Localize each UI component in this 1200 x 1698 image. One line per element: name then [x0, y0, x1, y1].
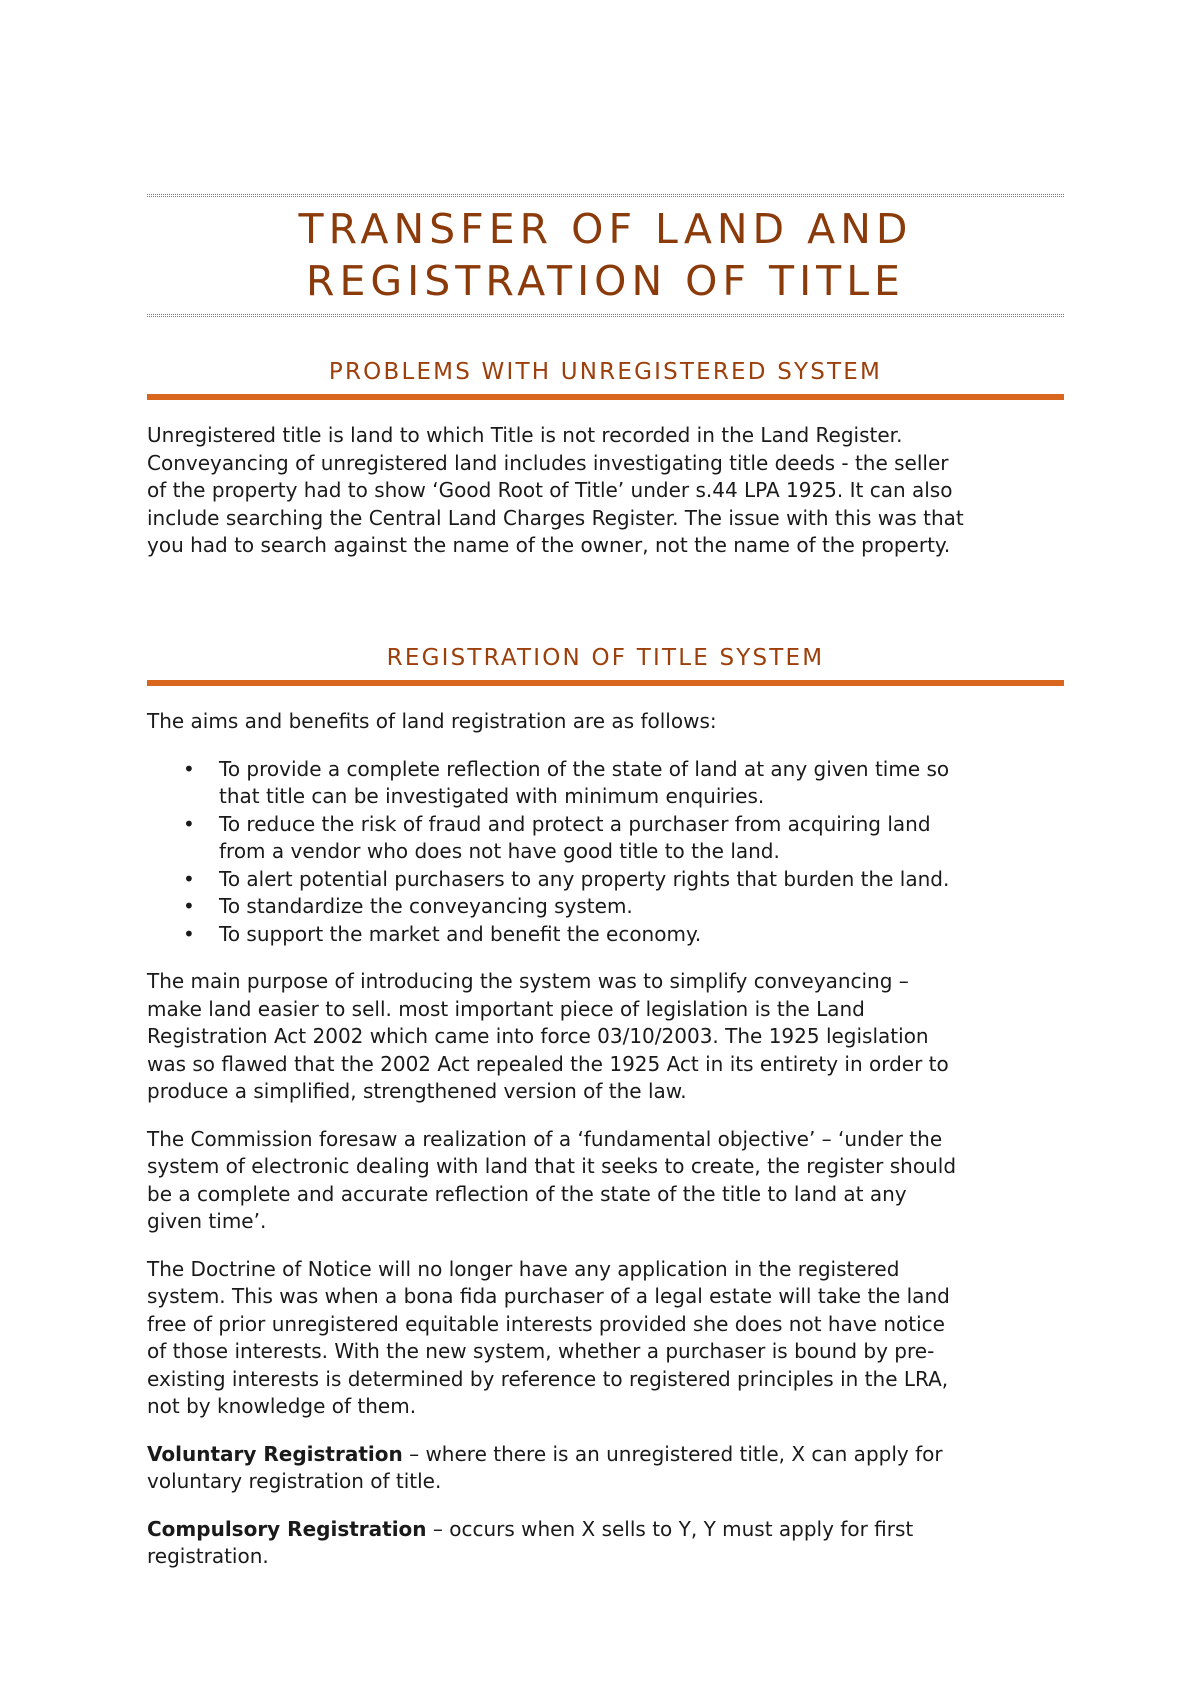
- text-line: of those interests. With the new system, whether a purchaser is bound by pre-: [147, 1339, 935, 1363]
- bullet-icon: •: [183, 921, 195, 946]
- text-line: free of prior unregistered equitable interests provided she does not have notice: [147, 1311, 945, 1336]
- section-underline: [147, 680, 1064, 686]
- section-heading-problems: PROBLEMS WITH UNREGISTERED SYSTEM: [328, 359, 883, 385]
- aims-list: [147, 756, 1064, 949]
- list-item: [147, 756, 1064, 811]
- text-line: Unregistered title is land to which Title is not recorded in the Land Register.: [147, 423, 903, 447]
- list-item: [147, 811, 1064, 866]
- text-line: Registration Act 2002 which came into force 03/10/2003. The 1925 legislation: [147, 1024, 929, 1048]
- paragraph-purpose: [147, 968, 1064, 1106]
- text-line: be a complete and accurate reflection of the state of the title to land at any: [147, 1181, 907, 1206]
- text-line: The Doctrine of Notice will no longer have any application in the registered: [147, 1256, 900, 1281]
- text-line: [147, 1441, 1064, 1469]
- text-line: system. This was when a bona fida purchaser of a legal estate will take the land: [147, 1284, 950, 1308]
- text-line: include searching the Central Land Charges Register. The issue with this was that: [147, 505, 964, 530]
- title-line-2: REGISTRATION OF TITLE: [306, 257, 905, 305]
- text-line: was so flawed that the 2002 Act repealed the 1925 Act in its entirety in order to: [147, 1051, 949, 1076]
- paragraph-commission: [147, 1126, 1064, 1236]
- text-line: produce a simplified, strengthened version of the law.: [147, 1079, 687, 1103]
- text-line: registration.: [147, 1544, 269, 1568]
- text-line: voluntary registration of title.: [147, 1469, 442, 1493]
- text-line: To standardize the conveyancing system.: [219, 894, 633, 918]
- text-line: Conveyancing of unregistered land includes investigating title deeds - the seller: [147, 450, 949, 475]
- bullet-icon: •: [183, 756, 195, 781]
- bullet-icon: •: [183, 866, 195, 891]
- text-line: To provide a complete reflection of the state of land at any given time so: [219, 756, 950, 781]
- text-line: make land easier to sell. most important piece of legislation is the Land: [147, 996, 865, 1021]
- text-line: from a vendor who does not have good title to the land.: [219, 839, 780, 863]
- definition-text: – occurs when X sells to Y, Y must apply for first: [426, 1516, 914, 1541]
- text-line: not by knowledge of them.: [147, 1394, 417, 1418]
- text-line: To reduce the risk of fraud and protect a purchaser from acquiring land: [219, 811, 931, 836]
- document-title: [147, 203, 1064, 307]
- paragraph-intro: The aims and benefits of land registration are as follows:: [147, 709, 717, 733]
- text-line: The main purpose of introducing the system was to simplify conveyancing –: [147, 969, 909, 993]
- title-block: [147, 194, 1064, 317]
- text-line: existing interests is determined by reference to registered principles in the LRA,: [147, 1366, 949, 1391]
- section-registration: [147, 643, 1064, 1571]
- section-problems: [147, 357, 1064, 560]
- title-bottom-rule: [147, 314, 1064, 317]
- paragraph-unregistered: [147, 422, 1064, 560]
- list-item: [147, 893, 1064, 921]
- text-line: you had to search against the name of the owner, not the name of the property.: [147, 533, 951, 557]
- section-underline: [147, 394, 1064, 400]
- list-item: [147, 866, 1064, 894]
- paragraph-compulsory: [147, 1516, 1064, 1571]
- section-heading-registration: REGISTRATION OF TITLE SYSTEM: [386, 645, 825, 671]
- text-line: that title can be investigated with minimum enquiries.: [219, 784, 765, 808]
- text-line: system of electronic dealing with land that it seeks to create, the register should: [147, 1154, 957, 1178]
- definition-text: – where there is an unregistered title, X can apply for: [402, 1441, 943, 1466]
- text-line: given time’.: [147, 1209, 267, 1233]
- bullet-icon: •: [183, 894, 195, 918]
- text-line: To support the market and benefit the economy.: [219, 921, 702, 946]
- paragraph-voluntary: [147, 1441, 1064, 1496]
- title-line-1: TRANSFER OF LAND AND: [298, 205, 913, 253]
- list-item: [147, 921, 1064, 949]
- text-line: The Commission foresaw a realization of a ‘fundamental objective’ – ‘under the: [147, 1126, 943, 1151]
- title-top-rule: [147, 194, 1064, 197]
- text-line: of the property had to show ‘Good Root of Title’ under s.44 LPA 1925. It can also: [147, 478, 953, 502]
- paragraph-doctrine: [147, 1256, 1064, 1421]
- term-compulsory: Compulsory Registration: [147, 1516, 427, 1541]
- text-line: To alert potential purchasers to any property rights that burden the land.: [219, 866, 950, 891]
- bullet-icon: •: [183, 811, 195, 836]
- text-line: [147, 1516, 1064, 1544]
- term-voluntary: Voluntary Registration: [147, 1441, 403, 1466]
